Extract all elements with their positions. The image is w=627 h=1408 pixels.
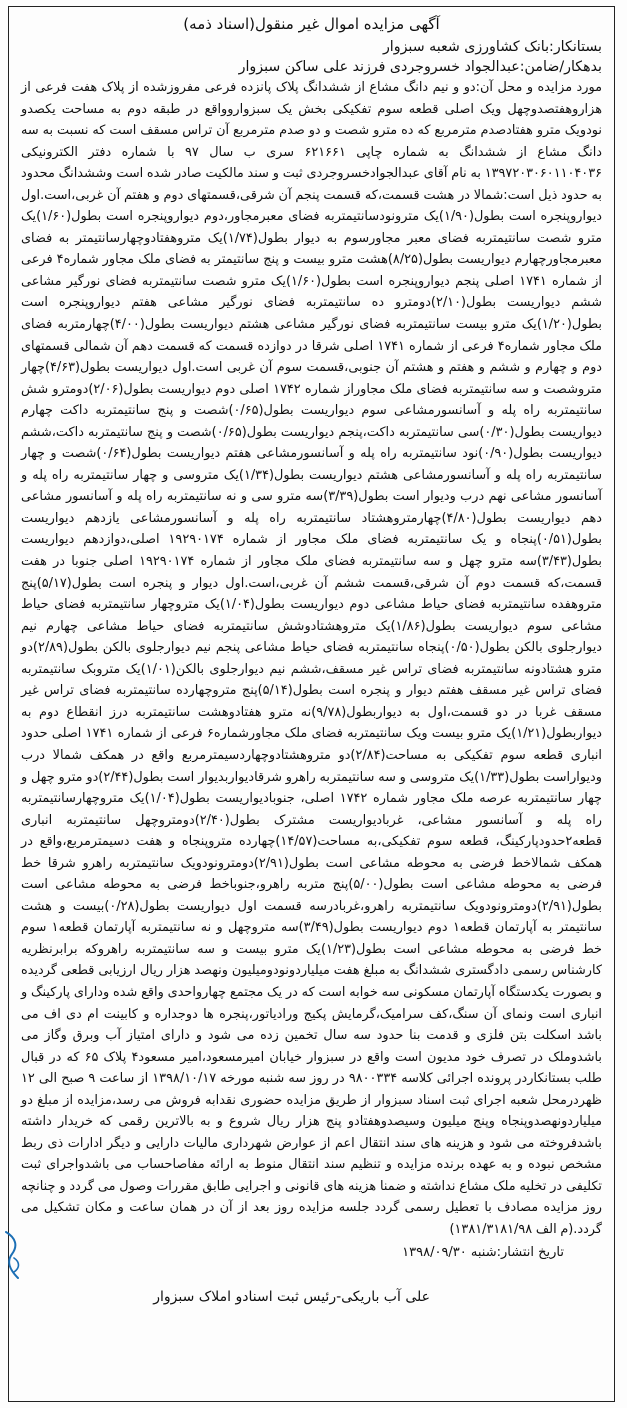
notice-body: [21, 77, 602, 1241]
auction-details: مورد مزایده و محل آن:دو و نیم دانگ مشاع از ششدانگ پلاک پانزده فرعی مفروزشده از پلاک هفت فرعی از هزاروهفتصدوچهل ویک اصلی قطعه سوم تفکیکی بخش یک سبزواروواقع در طبقه دوم به مساحت یکصدو نودویک مترو هفتادصدم مترمربع که ده مترو شصت و دو صدم مترمربع آن تراس مسقف است که نسبت به سه دانگ مشاع از ششدانگ به شماره چاپی ۶۲۱۶۶۱ سری ب سال ۹۷ با شماره دفتر الکترونیکی ۱۳۹۷۲۰۳۰۶۰۱۱۰۴۰۳۶ به نام آقای عبدالجوادخسروجردی ثبت و سند مالکیت صادر شده است وششدانگ محدود به حدود ذیل است:شمالا در هشت قسمت،که قسمت پنجم آن شرقی،قسمتهای دوم و هفتم آن غربی،است.اول دیواروپنجره است بطول(۱/۹۰)یک مترونودسانتیمتربه فضای معبرمجاور،دوم دیواروپنجره است بطول(۱/۶۰)یک مترو شصت سانتیمتربه فضای معبر مجاورسوم به دیوار بطول(۱/۷۴)یک متروهفتادوچهارسانتیمتر به فضای معبرمجاورچهارم دیواریست بطول(۸/۲۵)هشت مترو بیست و پنج سانتیمتر به فضای ملک مجاور شماره۴ فرعی از شماره ۱۷۴۱ اصلی پنجم دیواروپنجره است بطول(۱/۶۰)یک مترو شصت سانتیمتربه فضای نورگیر مشاعی ششم دیواریست بطول(۲/۱۰)دومترو ده سانتیمتربه فضای نورگیر مشاعی هفتم دیواروپنجره است بطول(۱/۲۰)یک مترو بیست سانتیمتربه فضای نورگیر مشاعی هشتم دیواریست بطول(۴/۰۰)چهارمتربه فضای ملک مجاور شماره۴ فرعی از شماره ۱۷۴۱ اصلی شرقا در دوازده قسمت که قسمت دهم آن شمالی قسمتهای دوم و چهارم و ششم و هفتم و هشتم آن جنوبی،قسمت سوم آن غربی است.اول دیواریست بطول(۴/۶۳)چهار متروشصت و سه سانتیمتربه فضای ملک مجاوراز شماره ۱۷۴۲ اصلی دوم دیواریست بطول(۲/۰۶)دومترو شش سانتیمتربه راه پله و آسانسورمشاعی سوم دیواریست بطول(۰/۶۵)شصت و پنج سانتیمتربه داکت چهارم دیواریست بطول(۰/۳۰)سی سانتیمتربه داکت،پنجم دیواریست بطول(۰/۶۵)شصت و پنج سانتیمتربه داکت،ششم دیواریست بطول(۰/۹۰)نود سانتیمتربه راه پله و آسانسورمشاعی هفتم دیواریست بطول(۰/۶۴)شصت و چهار سانتیمتربه راه پله و آسانسورمشاعی هشتم دیواریست بطول(۱/۳۴)یک متروسی و چهار سانتیمتربه راه پله و آسانسور مشاعی نهم درب ودیوار است بطول(۳/۳۹)سه مترو سی و نه سانتیمتربه راه پله و آسانسور مشاعی دهم دیواریست بطول(۴/۸۰)چهارمتروهشتاد سانتیمتربه راه پله و آسانسورمشاعی یازدهم دیواریست بطول(۰/۵۱)پنجاه و یک سانتیمتربه فضای ملک مجاور از شماره ۱۹۲۹۰۱۷۴ اصلی،دوازدهم دیواریست بطول(۳/۴۳)سه مترو چهل و سه سانتیمتربه فضای ملک مجاور از شماره ۱۹۲۹۰۱۷۴ اصلی جنوبا در هفت قسمت،که قسمت دوم آن شرقی،قسمت ششم آن غربی،است.اول دیوار و پنجره است بطول(۵/۱۷)پنج متروهفده سانتیمتربه فضای حیاط مشاعی دوم دیواریست بطول(۱/۰۴)یک متروچهار سانتیمتربه فضای حیاط مشاعی سوم دیواریست بطول(۱/۸۶)یک متروهشتادوشش سانتیمتربه فضای حیاط مشاعی چهارم نیم دیوارجلوی بالکن بطول(۰/۵۰)پنجاه سانتیمتربه فضای حیاط مشاعی پنجم نیم دیوارجلوی بالکن بطول(۲/۸۹)دو مترو هشتادونه سانتیمتربه فضای تراس غیر مسقف،ششم نیم دیوارجلوی بالکن(۱/۰۱)یک متروبک سانتیمتربه فضای تراس غیر مسقف هفتم دیوار و پنجره است بطول(۵/۱۴)پنج متروچهارده سانتیمتربه فضای تراس غیر مسقف غربا در دو قسمت،اول به دیواربطول(۹/۷۸)نه مترو هفتادوهشت سانتیمتربه درز انقطاع دوم به دیواربطول(۱/۲۱)یک مترو بیست ویک سانتیمتربه فضای ملک مجاورشماره۶ فرعی از شماره ۱۷۴۱ اصلی حدود انباری قطعه سوم تفکیکی به مساحت(۲/۸۴)دو متروهشتادوچهاردسیمترمربع واقع در همکف شمالا درب ودیواراست بطول(۱/۳۳)یک متروسی و سه سانتیمتربه راهرو شرقادیواربدیوار است بطول(۲/۴۴)دو مترو چهل و چهار سانتیمتربه عرصه ملک مجاور شماره ۱۷۴۲ اصلی، جنوبادیواریست بطول(۱/۰۴)یک متروچهارسانتیمتربه راه پله و آسانسور مشاعی، غربادیواریست مشترک بطول(۲/۴۰)دومتروچهل سانتیمتربه انباری قطعه۲حدودپارکینگ، قطعه سوم تفکیکی،به مساحت(۱۴/۵۷)چهارده متروپنجاه و هفت دسیمترمربع،واقع در همکف شمالاخط فرضی به محوطه مشاعی است بطول(۲/۹۱)دومترونودویک سانتیمتربه راهرو شرقا خط فرضی به محوطه مشاعی است بطول(۵/۰۰)پنج متربه راهرو،جنوباخط فرضی به محوطه مشاعی است بطول(۲/۹۱)دومترونودویک سانتیمتربه راهرو،غربادرسه قسمت اول دیواریست بطول(۰/۲۸)بیست و هشت سانتیمتر به آپارتمان قطعه۱ دوم دیواریست بطول(۳/۴۹)سه متروچهل و نه سانتیمتربه آپارتمان قطعه۱ سوم خط فرضی به محوطه مشاعی است بطول(۱/۲۳)یک مترو بیست و سه سانتیمتربه راهروکه برابرنظریه کارشناس رسمی دادگستری ششدانگ به مبلغ هفت میلیاردونودومیلیون ونهصد هزار ریال ارزیابی قطعی گردیده و بصورت یکدستگاه آپارتمان مسکونی سه خوابه است که در یک مجتمع چهارواحدی واقع شده ودارای پارکینگ و انباری است ونمای آن سنگ،کف سرامیک،گرمایش پکیج ورادیاتور،پنجره ها دوجداره و کابینت ام دی اف می باشد اسکلت بتن فلزی و قدمت بنا حدود سه سال تخمین زده می شود و دارای امتیاز آب وبرق وگاز می باشدوملک در تصرف خود مدیون است واقع در سبزوار خیابان امیرمسعود،امیر مسعود۴ پلاک ۶۵ که در قبال طلب بستانکاردر پرونده اجرائی کلاسه ۹۸۰۰۳۳۴ در روز سه شنبه مورخه ۱۳۹۸/۱۰/۱۷ از ساعت ۹ صبح الی ۱۲ ظهردرمحل شعبه اجرای ثبت اسناد سبزوار از طریق مزایده حضوری نقدابه فروش می رسد،مزایده از مبلغ دو میلیاردونهصدوپنجاه وپنج میلیون وسیصدوهفتادو پنج هزار ریال شروع و به بالاترین رقمی که خریدار داشته باشدفروخته می شود و هزینه های سند انتقال اعم از عوارض شهرداری مالیات دارایی و دیگر ادارات ذی ربط مشخص نبوده و به عهده برنده مزایده و تنظیم سند انتقال منوط به ارائه مفاصاحساب می باشدواجرای ثبت تکلیفی در تخلیه ملک مشاع نداشته و ضمنا هزینه های قانونی و اجرایی طابق مقررات وصول می گردد و چنانچه روز مزایده مصادف با تعطیل رسمی گردد جلسه مزایده روز بعد از آن در همان ساعت و مکان تشکیل می گردد.(م الف ۱۳۸۱/۳۱۸۱/۹۸): [21, 80, 603, 1237]
notice-title: آگهی مزایده اموال غیر منقول(اسناد ذمه): [183, 15, 440, 33]
pen-mark-icon: [2, 1228, 24, 1286]
notice-frame: [8, 6, 615, 1402]
creditor-line: بستانکار:بانک کشاورزی شعبه سبزوار: [382, 39, 602, 55]
debtor-line: بدهکار/ضامن:عبدالجواد خسروجردی فرزند علی ساکن سبزوار: [238, 59, 602, 75]
publish-date: تاریخ انتشار:شنبه ۱۳۹۸/۰۹/۳۰: [402, 1244, 564, 1260]
signature-line: علی آب باریکی-رئیس ثبت اسنادو املاک سبزوار: [153, 1288, 430, 1305]
